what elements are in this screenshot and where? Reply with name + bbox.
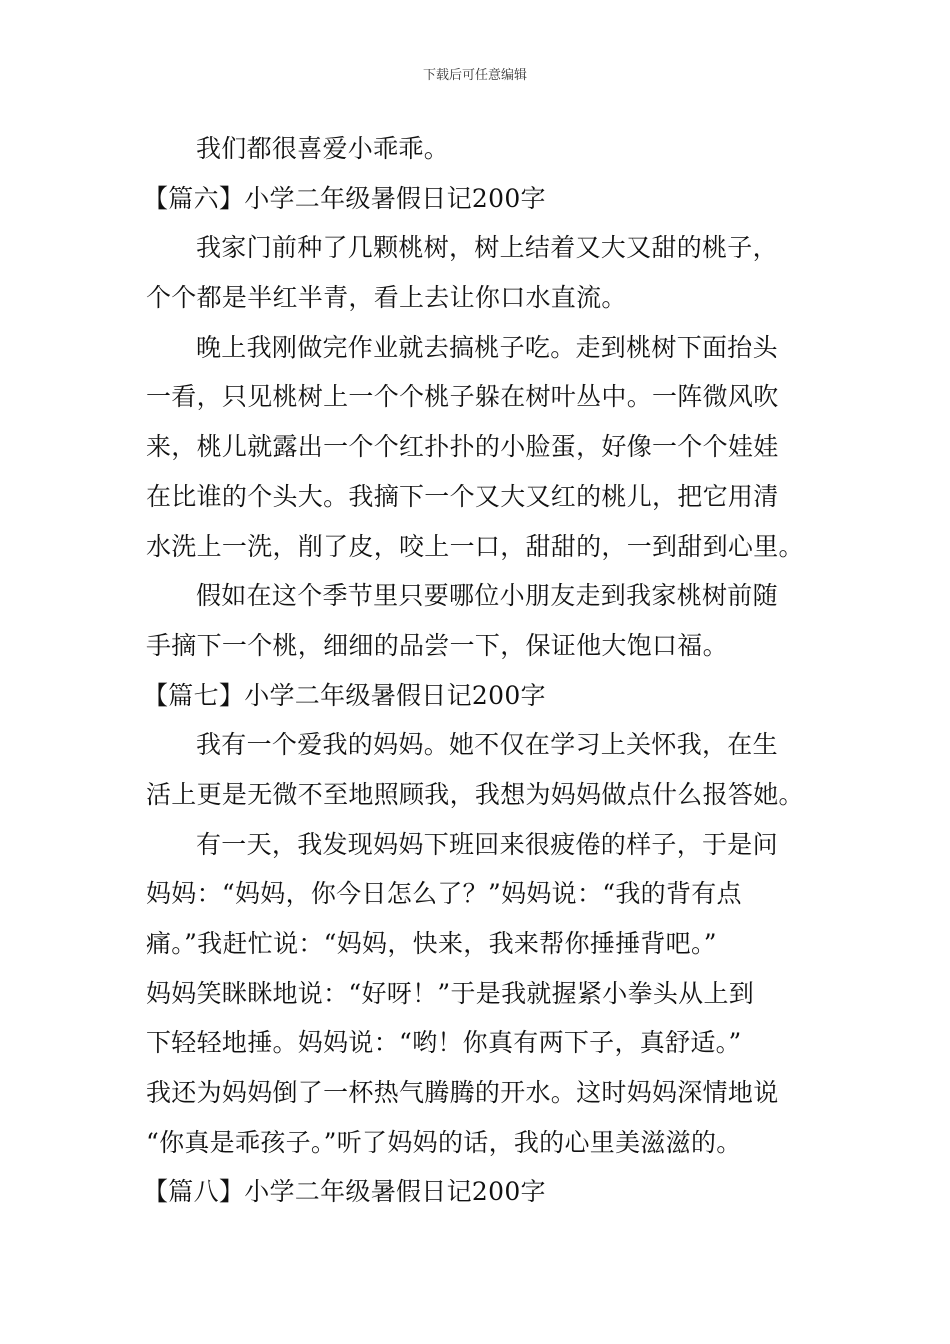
text-line: 晚上我刚做完作业就去搞桃子吃。走到桃树下面抬头 xyxy=(196,332,778,362)
text-line: 手摘下一个桃，细细的品尝一下，保证他大饱口福。 xyxy=(146,630,728,660)
page-header: 下载后可任意编辑 xyxy=(422,68,527,83)
document-body xyxy=(143,124,806,1217)
text-line: 痛。”我赶忙说：“妈妈，快来，我来帮你捶捶背吧。” xyxy=(146,929,717,958)
section-heading: 【篇七】小学二年级暑假日记200字 xyxy=(143,680,546,710)
text-line: 妈妈：“妈妈，你今日怎么了？”妈妈说：“我的背有点 xyxy=(146,879,742,909)
text-line: 假如在这个季节里只要哪位小朋友走到我家桃树前随 xyxy=(196,581,778,611)
text-line: 我有一个爱我的妈妈。她不仅在学习上关怀我，在生 xyxy=(196,730,778,760)
text-line: 我们都很喜爱小乖乖。 xyxy=(196,134,450,163)
text-line: 我还为妈妈倒了一杯热气腾腾的开水。这时妈妈深情地说 xyxy=(146,1078,779,1108)
section-heading: 【篇六】小学二年级暑假日记200字 xyxy=(143,183,546,213)
text-line: 我家门前种了几颗桃树，树上结着又大又甜的桃子， xyxy=(196,233,778,263)
text-line: 有一天，我发现妈妈下班回来很疲倦的样子，于是问 xyxy=(196,829,778,859)
text-line: 来，桃儿就露出一个个红扑扑的小脸蛋，好像一个个娃娃 xyxy=(146,432,779,462)
text-line: 妈妈笑眯眯地说：“好呀！”于是我就握紧小拳头从上到 xyxy=(146,978,755,1008)
text-line: “你真是乖孩子。”听了妈妈的话，我的心里美滋滋的。 xyxy=(146,1127,742,1157)
text-line: 水洗上一洗，削了皮，咬上一口，甜甜的，一到甜到心里。 xyxy=(146,531,804,561)
text-line: 一看，只见桃树上一个个桃子躲在树叶丛中。一阵微风吹 xyxy=(146,382,779,412)
text-line: 下轻轻地捶。妈妈说：“哟！你真有两下子，真舒适。” xyxy=(146,1028,742,1058)
text-line: 活上更是无微不至地照顾我，我想为妈妈做点什么报答她。 xyxy=(146,779,804,809)
text-line: 在比谁的个头大。我摘下一个又大又红的桃儿，把它用清 xyxy=(146,481,779,511)
section-heading: 【篇八】小学二年级暑假日记200字 xyxy=(143,1177,546,1207)
text-line: 个个都是半红半青，看上去让你口水直流。 xyxy=(146,283,627,313)
